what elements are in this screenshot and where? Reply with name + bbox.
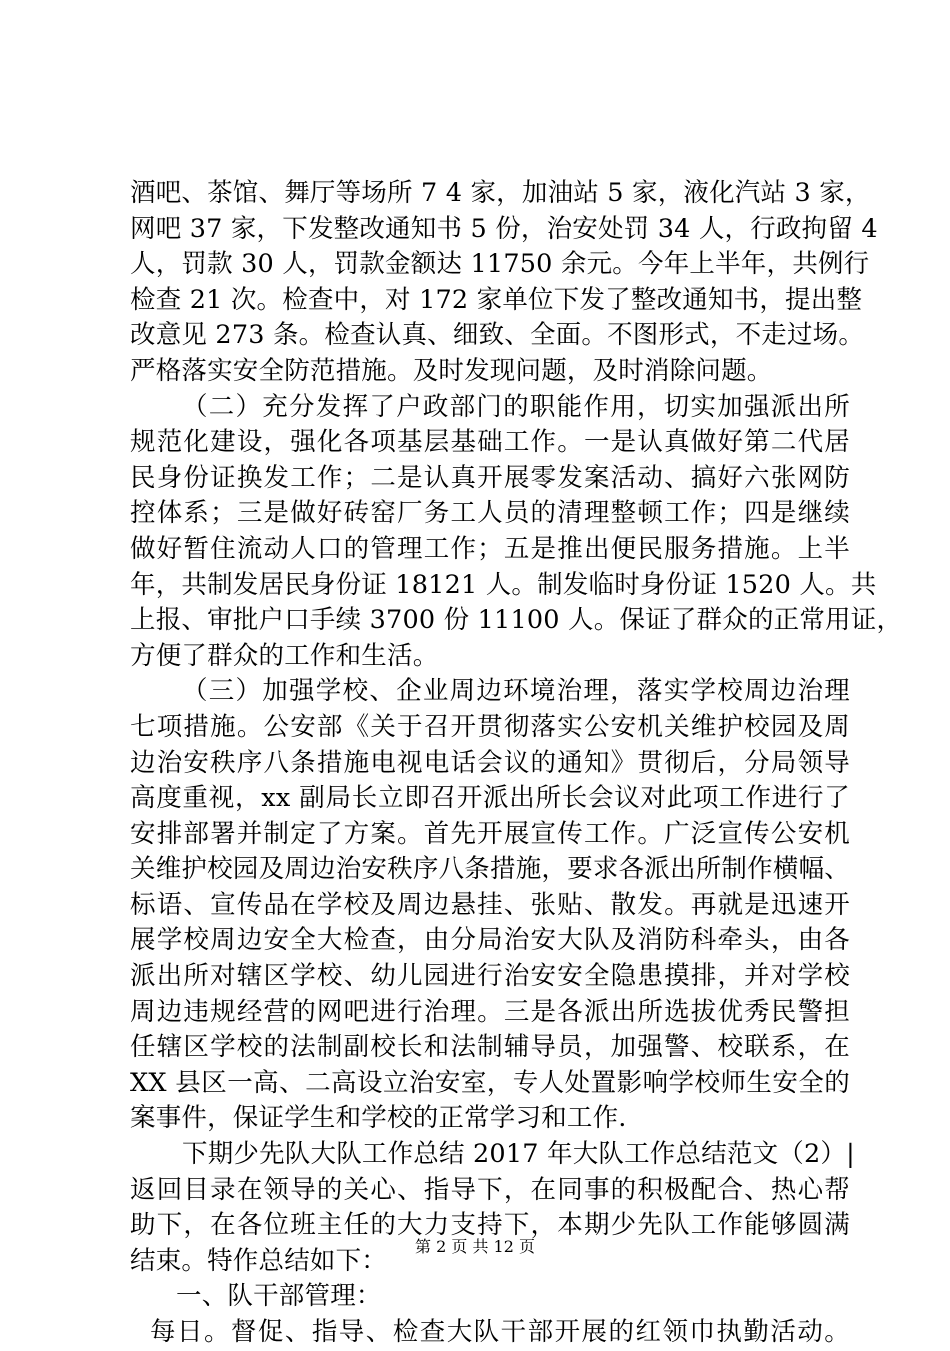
text-line: 每日。督促、指导、检查大队干部开展的红领巾执勤活动。 bbox=[150, 1317, 850, 1347]
text-line: （二）充分发挥了户政部门的职能作用，切实加强派出所 bbox=[182, 391, 850, 422]
text-line: 一、队干部管理： bbox=[176, 1281, 382, 1312]
text-line: 控体系；三是做好砖窑厂务工人员的清理整顿工作；四是继续 bbox=[130, 498, 850, 529]
text-line: 上报、审批户口手续 3700 份 11100 人。保证了群众的正常用证， bbox=[130, 605, 903, 636]
text-line: 做好暂住流动人口的管理工作；五是推出便民服务措施。上半 bbox=[130, 533, 850, 564]
text-line: 检查 21 次。检查中，对 172 家单位下发了整改通知书，提出整 bbox=[130, 284, 863, 315]
text-line: 人，罚款 30 人，罚款金额达 11750 余元。今年上半年，共例行 bbox=[130, 249, 870, 280]
text-line: 派出所对辖区学校、幼儿园进行治安安全隐患摸排，并对学校 bbox=[130, 961, 850, 992]
text-line: 方便了群众的工作和生活。 bbox=[130, 640, 439, 671]
text-line: 七项措施。公安部《关于召开贯彻落实公安机关维护校园及周 bbox=[130, 711, 850, 742]
text-line: 民身份证换发工作；二是认真开展零发案活动、搞好六张网防 bbox=[130, 462, 850, 493]
text-line: 标语、宣传品在学校及周边悬挂、张贴、散发。再就是迅速开 bbox=[130, 889, 850, 920]
text-line: 酒吧、茶馆、舞厅等场所 7 4 家，加油站 5 家，液化汽站 3 家， bbox=[130, 178, 871, 208]
text-line: XX 县区一高、二高设立治安室，专人处置影响学校师生安全的 bbox=[130, 1067, 850, 1098]
text-line: 网吧 37 家，下发整改通知书 5 份，治安处罚 34 人，行政拘留 4 bbox=[130, 213, 878, 244]
text-line: 案事件，保证学生和学校的正常学习和工作. bbox=[130, 1103, 627, 1134]
text-line: 高度重视，xx 副局长立即召开派出所长会议对此项工作进行了 bbox=[130, 783, 850, 814]
text-line: 返回目录在领导的关心、指导下，在同事的积极配合、热心帮 bbox=[130, 1174, 850, 1205]
text-line: 年，共制发居民身份证 18121 人。制发临时身份证 1520 人。共 bbox=[130, 569, 877, 600]
text-line: 安排部署并制定了方案。首先开展宣传工作。广泛宣传公安机 bbox=[130, 818, 850, 849]
text-line: 展学校周边安全大检查，由分局治安大队及消防科牵头，由各 bbox=[130, 925, 850, 956]
text-line: 周边违规经营的网吧进行治理。三是各派出所选拔优秀民警担 bbox=[130, 996, 850, 1027]
text-line: 改意见 273 条。检查认真、细致、全面。不图形式，不走过场。 bbox=[130, 320, 865, 351]
document-body bbox=[130, 176, 903, 1351]
text-line: 严格落实安全防范措施。及时发现问题，及时消除问题。 bbox=[130, 355, 773, 386]
text-line: 任辖区学校的法制副校长和法制辅导员，加强警、校联系，在 bbox=[130, 1032, 850, 1063]
text-line: 结束。特作总结如下： bbox=[130, 1245, 388, 1276]
text-line: （三）加强学校、企业周边环境治理，落实学校周边治理 bbox=[182, 676, 850, 707]
text-line: 规范化建设，强化各项基层基础工作。一是认真做好第二代居 bbox=[130, 427, 850, 458]
text-line: 关维护校园及周边治安秩序八条措施，要求各派出所制作横幅、 bbox=[130, 854, 850, 885]
text-line: 边治安秩序八条措施电视电话会议的通知》贯彻后，分局领导 bbox=[130, 747, 850, 778]
text-line: 助下，在各位班主任的大力支持下，本期少先队工作能够圆满 bbox=[130, 1210, 850, 1241]
text-line: 下期少先队大队工作总结 2017 年大队工作总结范文（2）| bbox=[182, 1139, 855, 1170]
page-footer: 第 2 页 共 12 页 bbox=[415, 1237, 535, 1256]
